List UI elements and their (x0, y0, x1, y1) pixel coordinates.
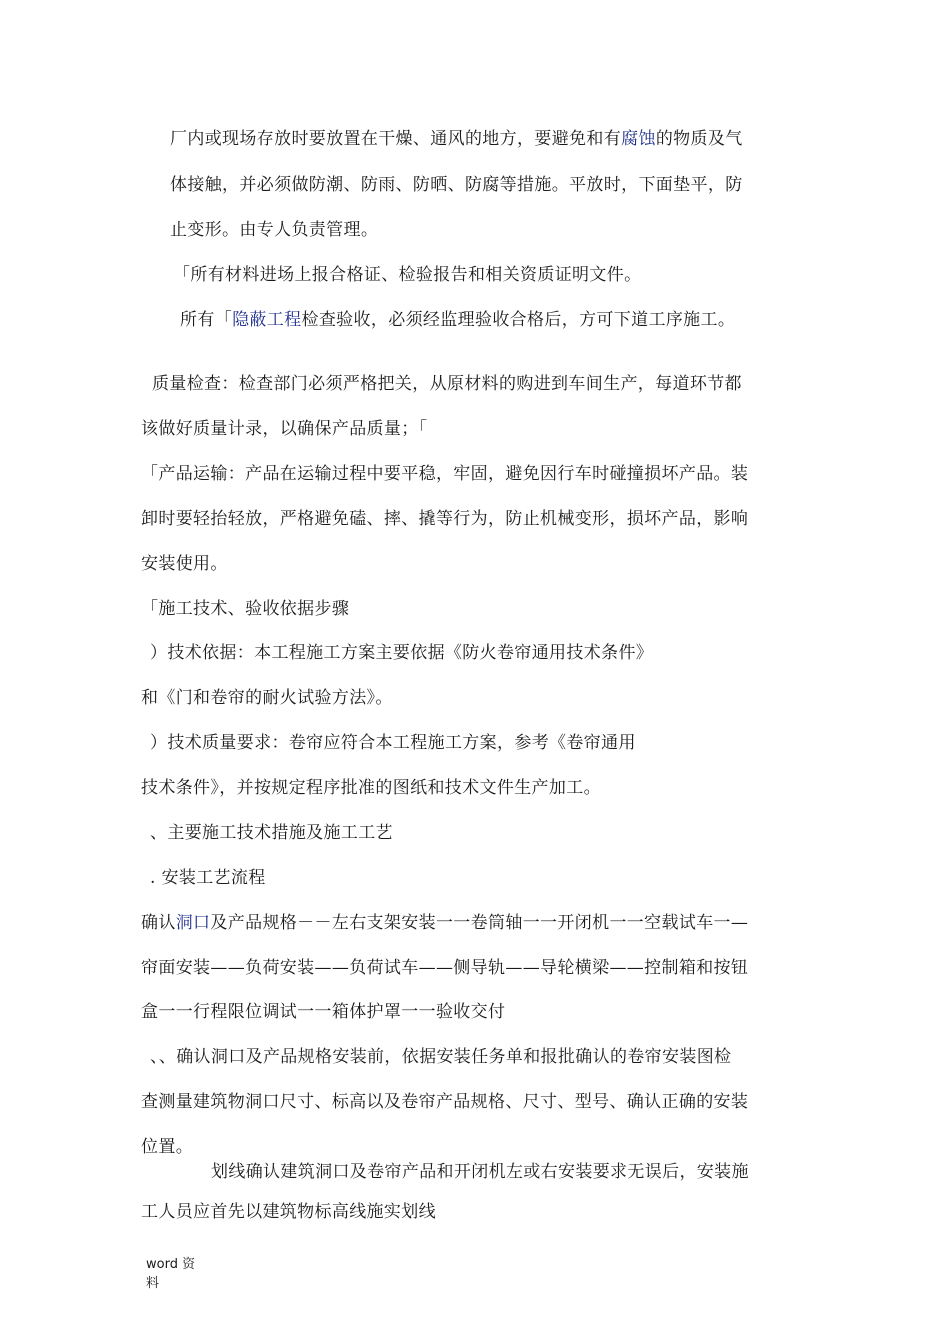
para-concealed-works (180, 308, 735, 332)
text-segment: 检查验收，必须经监理验收合格后，方可下道工序施工。 (301, 310, 736, 330)
footer-line-2: 料 (146, 1276, 160, 1291)
para-confirm-opening-line-3: 位置。 (141, 1137, 194, 1157)
para-confirm-opening-line-1: 、、确认洞口及产品规格安装前，依据安装任务单和报批确认的卷帘安装图检 (150, 1047, 732, 1067)
page-footer (146, 1255, 195, 1293)
para-transport-line-3: 安装使用。 (141, 554, 228, 574)
para-flow-line-3: 盒一一行程限位调试一一箱体护罩一一验收交付 (141, 1002, 506, 1022)
para-certificates: 「所有材料进场上报合格证、检验报告和相关资质证明文件。 (173, 265, 642, 285)
text-segment: 所有「 (180, 310, 233, 330)
para-technical-basis-line-2: 和《门和卷帘的耐火试验方法》。 (141, 688, 393, 708)
link-opening[interactable]: 洞口 (175, 913, 211, 933)
heading-install-flow: . 安装工艺流程 (150, 868, 266, 888)
para-quality-check-line-1: 质量检查：检查部门必须严格把关，从原材料的购进到车间生产，每道环节都 (152, 374, 742, 394)
text-segment: 厂内或现场存放时要放置在干燥、通风的地方，要避免和有 (170, 129, 622, 149)
para-transport-line-2: 卸时要轻抬轻放，严格避免磕、摔、撬等行为，防止机械变形，损坏产品，影响 (141, 509, 749, 529)
para-storage-line-3: 止变形。由专人负责管理。 (170, 220, 379, 240)
para-technical-basis-line-1: ）技术依据：本工程施工方案主要依据《防火卷帘通用技术条件》 (150, 643, 654, 663)
para-quality-requirements-line-2: 技术条件》，并按规定程序批准的图纸和技术文件生产加工。 (141, 778, 601, 798)
para-confirm-opening-line-2: 查测量建筑物洞口尺寸、标高以及卷帘产品规格、尺寸、型号、确认正确的安装 (141, 1092, 749, 1112)
para-flow-line-1 (141, 911, 748, 935)
para-storage-line-1 (170, 127, 743, 151)
para-transport-line-1: 「产品运输：产品在运输过程中要平稳，牢固，避免因行车时碰撞损坏产品。装 (141, 464, 749, 484)
text-segment: 的物质及气 (655, 129, 743, 149)
link-corrosion[interactable]: 腐蚀 (621, 129, 656, 149)
text-segment: 确认 (141, 913, 176, 933)
para-quality-check-line-2: 该做好质量计录，以确保产品质量；「 (141, 419, 428, 439)
heading-main-measures: 、主要施工技术措施及施工工艺 (150, 823, 393, 843)
heading-construction-basis: 「施工技术、验收依据步骤 (141, 599, 350, 619)
text-segment: 及产品规格－－左右支架安装一一卷筒轴一一开闭机一一空载试车一— (210, 913, 749, 933)
para-marking-line-2: 工人员应首先以建筑物标高线施实划线 (141, 1202, 436, 1222)
para-flow-line-2: 帘面安装——负荷安装——负荷试车——侧导轨——导轮横梁——控制箱和按钮 (141, 958, 749, 978)
para-marking-line-1: 划线确认建筑洞口及卷帘产品和开闭机左或右安装要求无误后，安装施 (211, 1162, 749, 1182)
para-storage-line-2: 体接触，并必须做防潮、防雨、防晒、防腐等措施。平放时，下面垫平，防 (170, 175, 743, 195)
footer-line-1: word 资 (146, 1257, 196, 1272)
link-concealed-works[interactable]: 隐蔽工程 (232, 310, 302, 330)
para-quality-requirements-line-1: ）技术质量要求：卷帘应符合本工程施工方案，参考《卷帘通用 (150, 733, 636, 753)
